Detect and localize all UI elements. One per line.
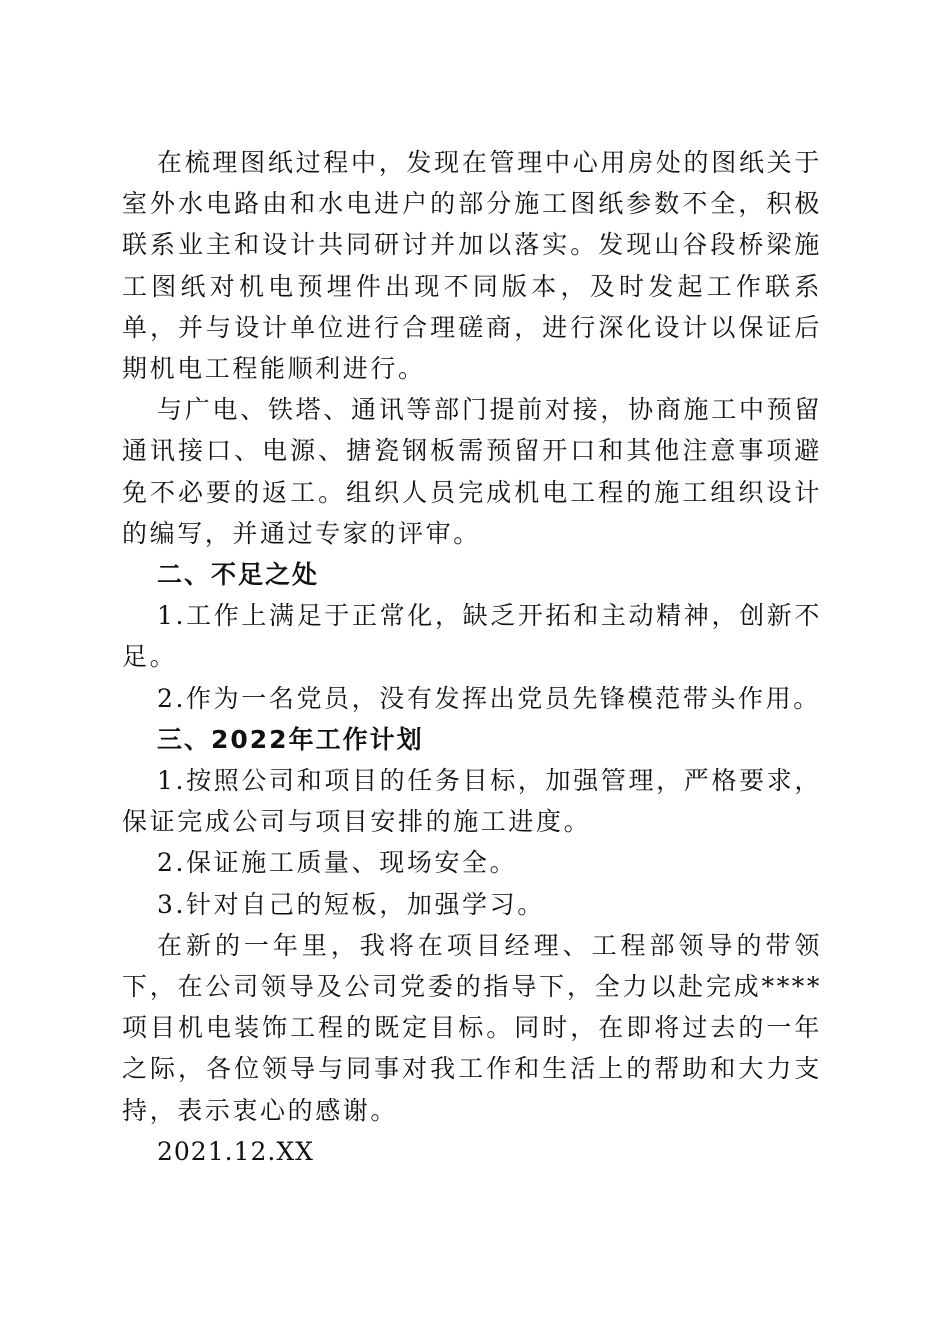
document-body [122, 142, 822, 1172]
section-heading-shortcomings: 二、不足之处 [157, 560, 320, 590]
paragraph-drawing-review: 在梳理图纸过程中，发现在管理中心用房处的图纸关于室外水电路由和水电进户的部分施工图纸参数不全，积极联系业主和设计共同研讨并加以落实。发现山谷段桥梁施工图纸对机电预埋件出现不同版本，及时发起工作联系单，并与设计单位进行合理磋商，进行深化设计以保证后期机电工程能顺利进行。 [122, 148, 822, 384]
plan-item-1: 1.按照公司和项目的任务目标，加强管理，严格要求，保证完成公司与项目安排的施工进度。 [122, 766, 822, 837]
shortcoming-item-1: 1.工作上满足于正常化，缺乏开拓和主动精神，创新不足。 [122, 601, 822, 672]
shortcoming-item-2: 2.作为一名党员，没有发挥出党员先锋模范带头作用。 [157, 683, 821, 713]
closing-paragraph: 在新的一年里，我将在项目经理、工程部领导的带领下，在公司领导及公司党委的指导下，全力以赴完成****项目机电装饰工程的既定目标。同时，在即将过去的一年之际，各位领导与同事对我工作和生活上的帮助和大力支持，表示衷心的感谢。 [122, 930, 822, 1125]
plan-item-3: 3.针对自己的短板，加强学习。 [157, 889, 545, 919]
document-date: 2021.12.XX [157, 1136, 314, 1166]
section-heading-work-plan: 三、2022年工作计划 [157, 724, 424, 754]
plan-item-2: 2.保证施工质量、现场安全。 [157, 848, 518, 878]
paragraph-coordination: 与广电、铁塔、通讯等部门提前对接，协商施工中预留通讯接口、电源、搪瓷钢板需预留开口和其他注意事项避免不必要的返工。组织人员完成机电工程的施工组织设计的编写，并通过专家的评审。 [122, 395, 822, 548]
